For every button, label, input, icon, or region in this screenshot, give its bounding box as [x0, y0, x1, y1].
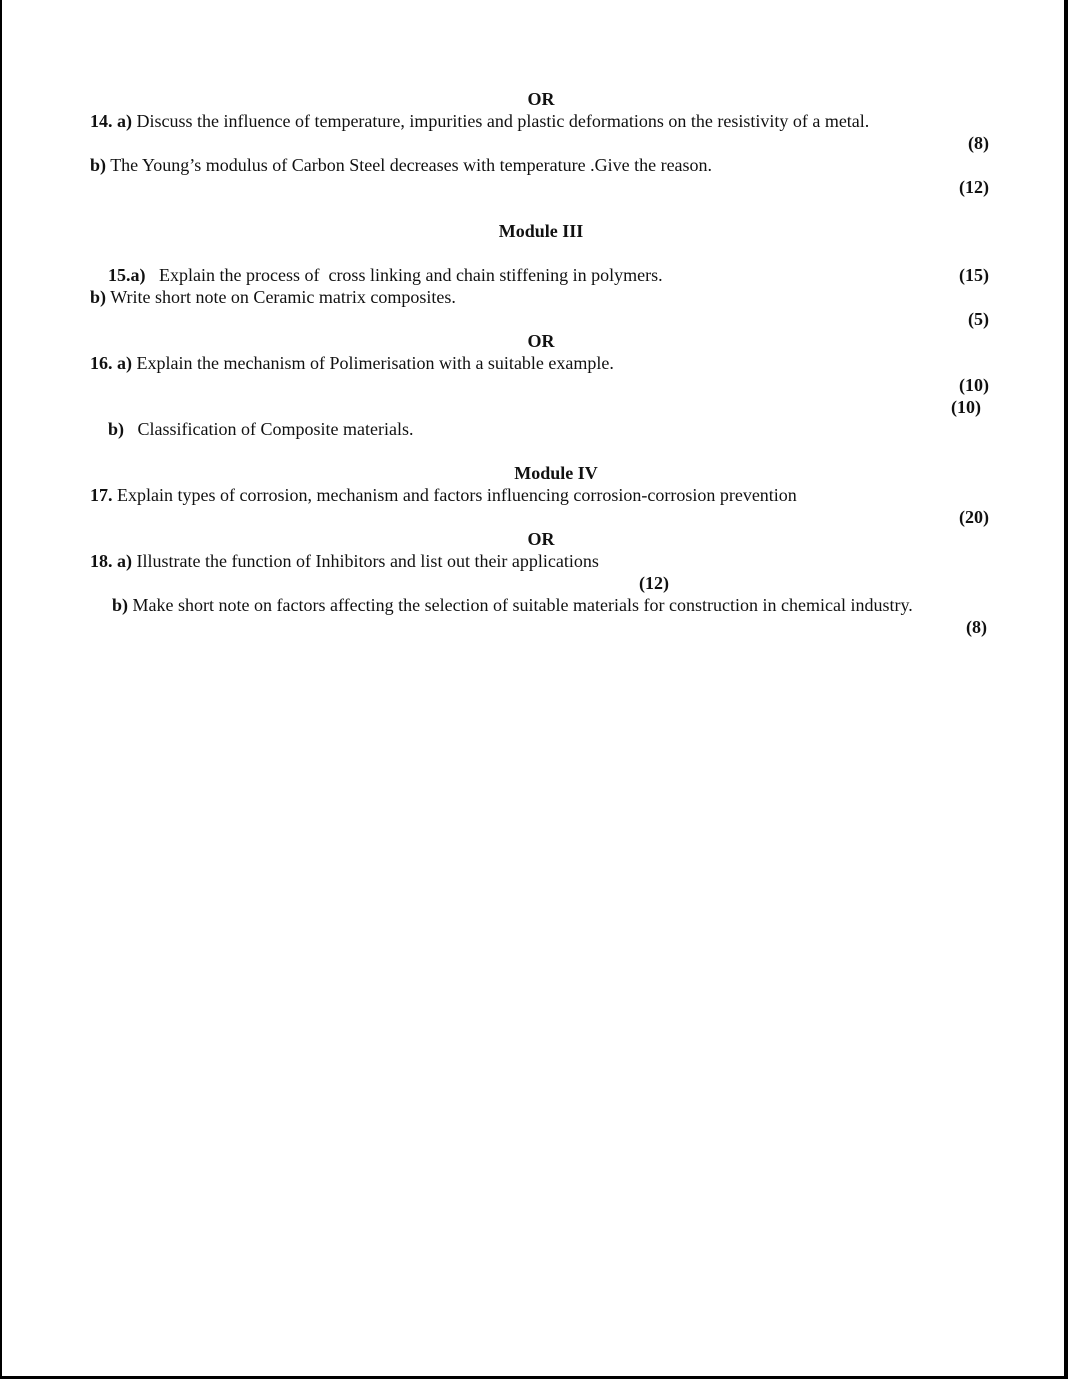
- question-number: b): [90, 155, 107, 175]
- question-16a: [90, 352, 614, 374]
- question-18a: [90, 550, 599, 572]
- question-16b: [90, 396, 413, 462]
- marks-16b: (10): [951, 397, 981, 417]
- question-text: Classification of Composite materials.: [124, 419, 414, 439]
- question-14b: [90, 154, 712, 176]
- question-number: b): [112, 595, 129, 615]
- question-text: Illustrate the function of Inhibitors and list out their applications: [132, 551, 599, 571]
- marks-18a: (12): [639, 573, 669, 593]
- question-number: 17.: [90, 485, 113, 505]
- question-number: 16. a): [90, 353, 132, 373]
- marks-15b: (5): [968, 309, 989, 329]
- question-14a: [90, 110, 869, 132]
- question-text: Make short note on factors affecting the selection of suitable materials for construction in chemical industry.: [128, 595, 913, 615]
- marks-15a: (15): [959, 265, 989, 285]
- question-number: 18. a): [90, 551, 132, 571]
- marks-16a: (10): [959, 375, 989, 395]
- question-18b: [112, 594, 913, 616]
- question-text: Explain the process of cross linking and chain stiffening in polymers.: [145, 265, 663, 285]
- question-number: 14. a): [90, 111, 132, 131]
- question-text: Explain types of corrosion, mechanism and factors influencing corrosion-corrosion prevention: [112, 485, 797, 505]
- marks-14a: (8): [968, 133, 989, 153]
- question-text: Discuss the influence of temperature, impurities and plastic deformations on the resistivity of a metal.: [132, 111, 870, 131]
- marks-14b: (12): [959, 177, 989, 197]
- module-heading: Module IV: [514, 463, 598, 483]
- module-heading: Module III: [498, 221, 584, 241]
- question-text: Explain the mechanism of Polimerisation with a suitable example.: [132, 353, 614, 373]
- marks-18b: (8): [966, 617, 987, 637]
- marks-17: (20): [959, 507, 989, 527]
- question-15b: [90, 286, 456, 308]
- or-divider: OR: [527, 89, 555, 109]
- question-number: b): [108, 419, 125, 439]
- or-divider: OR: [527, 331, 555, 351]
- question-number: 15.a): [108, 265, 146, 285]
- question-number: b): [90, 287, 107, 307]
- question-text: Write short note on Ceramic matrix composites.: [106, 287, 456, 307]
- question-17: [90, 484, 797, 506]
- question-text: The Young’s modulus of Carbon Steel decreases with temperature .Give the reason.: [106, 155, 713, 175]
- or-divider: OR: [527, 529, 555, 549]
